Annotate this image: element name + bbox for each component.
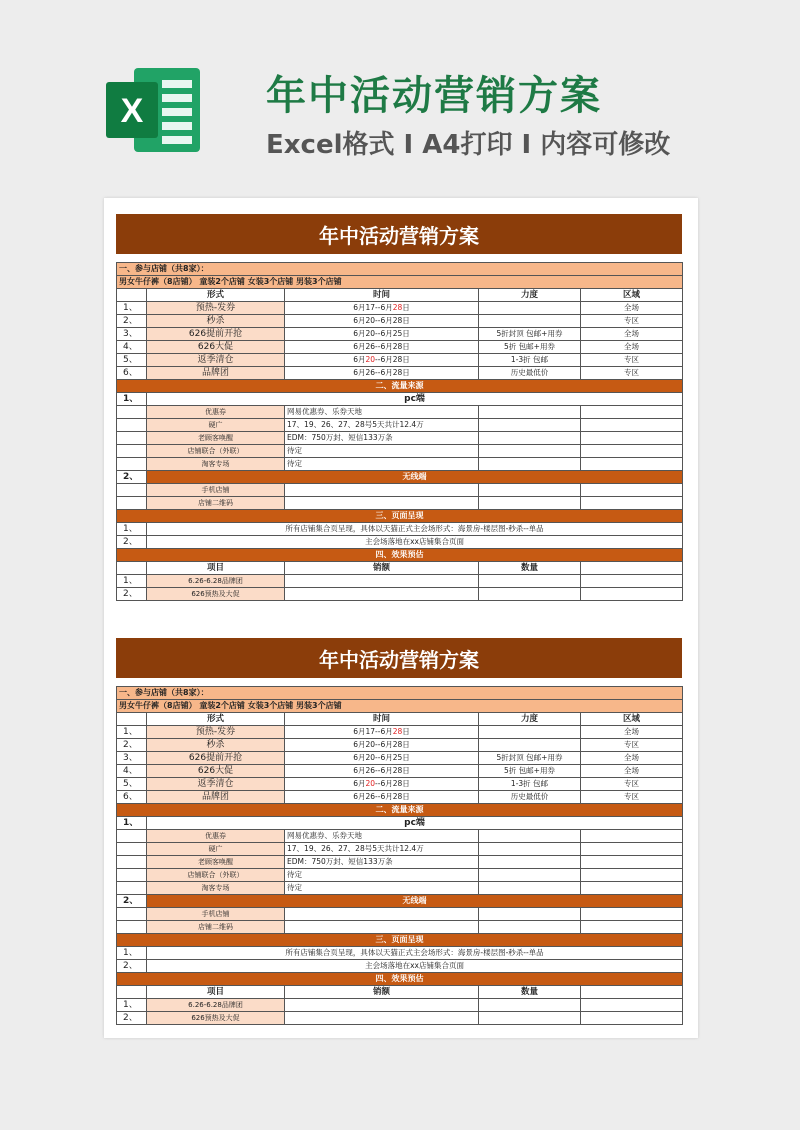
mobile-label: 无线端 (147, 471, 683, 484)
empty-cell (285, 1012, 479, 1025)
table-row (117, 497, 683, 510)
empty-cell (581, 562, 683, 575)
activity-time (285, 726, 479, 739)
column-header: 销额 (285, 986, 479, 999)
time-text-end: 日 (402, 303, 410, 312)
table-row (117, 739, 683, 752)
empty-cell (117, 921, 147, 934)
table-row (117, 328, 683, 341)
pc-number: 1、 (117, 817, 147, 830)
activity-region: 专区 (581, 315, 683, 328)
time-text: 6月26--6月28日 (353, 766, 410, 775)
row-number: 2、 (117, 739, 147, 752)
activity-time (285, 328, 479, 341)
row-number: 1、 (117, 302, 147, 315)
empty-cell (117, 419, 147, 432)
section-participants-detail: 男女牛仔裤（8店铺） 童装2个店铺 女装3个店铺 男装3个店铺 (117, 700, 683, 713)
empty-cell (581, 843, 683, 856)
row-number: 1、 (117, 726, 147, 739)
sheet-copy-1 (116, 214, 682, 601)
row-number: 3、 (117, 328, 147, 341)
activity-form: 626大促 (147, 341, 285, 354)
activity-form: 品牌团 (147, 367, 285, 380)
empty-cell (581, 445, 683, 458)
traffic-detail: 17、19、26、27、28号5天共计12.4万 (285, 843, 479, 856)
activity-time (285, 739, 479, 752)
empty-cell (479, 419, 581, 432)
table-header-row (117, 713, 683, 726)
table-row (117, 341, 683, 354)
activity-power (479, 315, 581, 328)
activity-form: 品牌团 (147, 791, 285, 804)
section-row (117, 276, 683, 289)
table-row (117, 999, 683, 1012)
time-text: 6月26--6月28日 (353, 342, 410, 351)
empty-cell (479, 869, 581, 882)
section-participants: 一、参与店铺（共8家）： (117, 687, 683, 700)
empty-cell (285, 588, 479, 601)
empty-cell (581, 1012, 683, 1025)
table-row (117, 921, 683, 934)
table-row (117, 523, 683, 536)
empty-cell (479, 856, 581, 869)
empty-cell (285, 921, 479, 934)
table-row (117, 419, 683, 432)
section-bar-row (117, 510, 683, 523)
traffic-detail: 17、19、26、27、28号5天共计12.4万 (285, 419, 479, 432)
traffic-source: 老顾客唤醒 (147, 856, 285, 869)
pc-number: 1、 (117, 393, 147, 406)
pc-label: pc端 (147, 393, 683, 406)
empty-cell (581, 869, 683, 882)
time-text: 6月20--6月28日 (353, 740, 410, 749)
time-text: 6月17--6月 (353, 303, 393, 312)
estimate-item: 626预热及大促 (147, 1012, 285, 1025)
row-number: 1、 (117, 575, 147, 588)
empty-cell (117, 986, 147, 999)
row-number: 2、 (117, 960, 147, 973)
estimate-item: 626预热及大促 (147, 588, 285, 601)
column-header: 时间 (285, 713, 479, 726)
column-header: 数量 (479, 986, 581, 999)
time-text: 6月20--6月25日 (353, 329, 410, 338)
empty-cell (117, 856, 147, 869)
activity-form: 返季清仓 (147, 354, 285, 367)
table-row (117, 869, 683, 882)
time-text: 6月 (353, 355, 366, 364)
empty-cell (581, 575, 683, 588)
column-header: 项目 (147, 986, 285, 999)
empty-cell (479, 497, 581, 510)
traffic-detail: 网易优惠券、乐券天地 (285, 406, 479, 419)
sheet-title: 年中活动营销方案 (116, 638, 682, 678)
activity-region: 全场 (581, 726, 683, 739)
section-row (117, 700, 683, 713)
empty-cell (581, 882, 683, 895)
activity-time (285, 341, 479, 354)
estimate-item: 6.26-6.28品牌团 (147, 575, 285, 588)
time-text-end: 日 (402, 727, 410, 736)
section-bar-row (117, 804, 683, 817)
empty-cell (581, 908, 683, 921)
table-header-row (117, 289, 683, 302)
activity-time (285, 765, 479, 778)
section-bar-row (117, 973, 683, 986)
table-row (117, 778, 683, 791)
traffic-detail: 网易优惠券、乐券天地 (285, 830, 479, 843)
row-number: 6、 (117, 791, 147, 804)
mobile-source: 手机店铺 (147, 908, 285, 921)
table-row (117, 536, 683, 549)
time-text: 6月26--6月28日 (353, 368, 410, 377)
empty-cell (117, 908, 147, 921)
column-header: 力度 (479, 713, 581, 726)
traffic-source: 优惠券 (147, 830, 285, 843)
mobile-number: 2、 (117, 895, 147, 908)
time-text: 6月 (353, 779, 366, 788)
column-header: 区域 (581, 713, 683, 726)
activity-power: 1-3折 包邮 (479, 778, 581, 791)
traffic-detail: EDM：750万封、短信133万条 (285, 856, 479, 869)
mobile-label: 无线端 (147, 895, 683, 908)
page-detail: 所有店铺集合页呈现，具体以天猫正式主会场形式：海景房-楼层图-秒杀--单品 (147, 947, 683, 960)
empty-cell (285, 908, 479, 921)
empty-cell (581, 830, 683, 843)
section-participants: 一、参与店铺（共8家）： (117, 263, 683, 276)
traffic-detail: 待定 (285, 445, 479, 458)
row-number: 3、 (117, 752, 147, 765)
empty-cell (479, 588, 581, 601)
activity-region: 全场 (581, 341, 683, 354)
traffic-source: 店铺联合（外联） (147, 869, 285, 882)
activity-power: 5折封顶 包邮+用券 (479, 752, 581, 765)
row-number: 1、 (117, 523, 147, 536)
table-row (117, 354, 683, 367)
time-text: 6月26--6月28日 (353, 792, 410, 801)
row-number: 5、 (117, 354, 147, 367)
traffic-source: 硬广 (147, 843, 285, 856)
svg-text:X: X (120, 92, 144, 130)
activity-time (285, 778, 479, 791)
traffic-detail: 待定 (285, 458, 479, 471)
table-row (117, 856, 683, 869)
estimate-item: 6.26-6.28品牌团 (147, 999, 285, 1012)
sheet-copy-2 (116, 638, 682, 1025)
table-row (117, 484, 683, 497)
section-row (117, 687, 683, 700)
section-estimate: 四、效果预估 (117, 973, 683, 986)
table-row (117, 406, 683, 419)
table-row (117, 575, 683, 588)
section-bar-row (117, 549, 683, 562)
empty-cell (581, 999, 683, 1012)
table-row (117, 315, 683, 328)
activity-region: 专区 (581, 354, 683, 367)
empty-cell (479, 406, 581, 419)
empty-cell (479, 882, 581, 895)
table-row (117, 830, 683, 843)
pc-header-row (117, 393, 683, 406)
empty-cell (117, 830, 147, 843)
column-header: 形式 (147, 289, 285, 302)
empty-cell (479, 843, 581, 856)
empty-cell (581, 484, 683, 497)
empty-cell (117, 445, 147, 458)
empty-cell (581, 497, 683, 510)
table-row (117, 947, 683, 960)
row-number: 2、 (117, 315, 147, 328)
activity-region: 全场 (581, 328, 683, 341)
header-cell-empty (117, 289, 147, 302)
row-number: 5、 (117, 778, 147, 791)
section-page: 三、页面呈现 (117, 510, 683, 523)
column-header: 项目 (147, 562, 285, 575)
table-row (117, 1012, 683, 1025)
table-row (117, 882, 683, 895)
empty-cell (117, 458, 147, 471)
page-detail: 主会场落地在xx店铺集合页面 (147, 536, 683, 549)
column-header: 销额 (285, 562, 479, 575)
time-highlight: 20 (365, 355, 376, 364)
row-number: 2、 (117, 588, 147, 601)
traffic-source: 优惠券 (147, 406, 285, 419)
pc-header-row (117, 817, 683, 830)
table-row (117, 960, 683, 973)
page-title: 年中活动营销方案 (266, 73, 602, 119)
section-bar-row (117, 380, 683, 393)
empty-cell (479, 1012, 581, 1025)
activity-power (479, 726, 581, 739)
activity-region: 专区 (581, 778, 683, 791)
time-text-end: --6月28日 (375, 779, 410, 788)
section-page: 三、页面呈现 (117, 934, 683, 947)
empty-cell (581, 432, 683, 445)
column-header: 形式 (147, 713, 285, 726)
empty-cell (117, 562, 147, 575)
row-number: 4、 (117, 341, 147, 354)
traffic-source: 硬广 (147, 419, 285, 432)
row-number: 2、 (117, 536, 147, 549)
activity-time (285, 752, 479, 765)
row-number: 4、 (117, 765, 147, 778)
activity-time (285, 791, 479, 804)
activity-power: 历史最低价 (479, 791, 581, 804)
traffic-detail: EDM：750万封、短信133万条 (285, 432, 479, 445)
empty-cell (581, 458, 683, 471)
activity-form: 626提前开抢 (147, 328, 285, 341)
empty-cell (479, 830, 581, 843)
activity-power: 1-3折 包邮 (479, 354, 581, 367)
table-row (117, 367, 683, 380)
sheet-title: 年中活动营销方案 (116, 214, 682, 254)
time-highlight: 28 (392, 727, 403, 736)
row-number: 6、 (117, 367, 147, 380)
empty-cell (285, 497, 479, 510)
traffic-source: 老顾客唤醒 (147, 432, 285, 445)
activity-region: 专区 (581, 739, 683, 752)
empty-cell (117, 843, 147, 856)
table-row (117, 432, 683, 445)
time-text: 6月17--6月 (353, 727, 393, 736)
activity-power: 5折 包邮+用券 (479, 765, 581, 778)
traffic-detail: 待定 (285, 882, 479, 895)
section-row (117, 263, 683, 276)
empty-cell (581, 856, 683, 869)
activity-region: 全场 (581, 752, 683, 765)
plan-table (116, 262, 683, 601)
traffic-source: 店铺联合（外联） (147, 445, 285, 458)
activity-power (479, 302, 581, 315)
section-traffic: 二、流量来源 (117, 380, 683, 393)
activity-time (285, 354, 479, 367)
page-detail: 所有店铺集合页呈现，具体以天猫正式主会场形式：海景房-楼层图-秒杀--单品 (147, 523, 683, 536)
section-bar-row (117, 934, 683, 947)
empty-cell (479, 921, 581, 934)
mobile-header-row (117, 471, 683, 484)
traffic-source: 淘客专场 (147, 882, 285, 895)
empty-cell (285, 999, 479, 1012)
time-highlight: 20 (365, 779, 376, 788)
activity-power (479, 739, 581, 752)
activity-form: 626提前开抢 (147, 752, 285, 765)
activity-time (285, 315, 479, 328)
table-row (117, 908, 683, 921)
activity-time (285, 367, 479, 380)
mobile-source: 店铺二维码 (147, 921, 285, 934)
time-highlight: 28 (392, 303, 403, 312)
empty-cell (285, 484, 479, 497)
mobile-header-row (117, 895, 683, 908)
activity-power: 历史最低价 (479, 367, 581, 380)
pc-label: pc端 (147, 817, 683, 830)
excel-logo-icon (104, 66, 202, 154)
empty-cell (479, 575, 581, 588)
activity-form: 626大促 (147, 765, 285, 778)
empty-cell (581, 406, 683, 419)
activity-time (285, 302, 479, 315)
table-row (117, 752, 683, 765)
activity-form: 秒杀 (147, 739, 285, 752)
activity-region: 全场 (581, 302, 683, 315)
empty-cell (117, 869, 147, 882)
empty-cell (479, 432, 581, 445)
column-header: 区域 (581, 289, 683, 302)
table-row (117, 302, 683, 315)
empty-cell (479, 445, 581, 458)
empty-cell (581, 986, 683, 999)
empty-cell (479, 908, 581, 921)
traffic-source: 淘客专场 (147, 458, 285, 471)
empty-cell (581, 419, 683, 432)
table-row (117, 843, 683, 856)
row-number: 1、 (117, 947, 147, 960)
empty-cell (117, 432, 147, 445)
empty-cell (117, 406, 147, 419)
section-traffic: 二、流量来源 (117, 804, 683, 817)
table-row (117, 458, 683, 471)
time-text: 6月20--6月28日 (353, 316, 410, 325)
activity-power: 5折 包邮+用券 (479, 341, 581, 354)
empty-cell (581, 921, 683, 934)
empty-cell (285, 575, 479, 588)
column-header: 时间 (285, 289, 479, 302)
row-number: 2、 (117, 1012, 147, 1025)
empty-cell (117, 882, 147, 895)
table-row (117, 445, 683, 458)
mobile-source: 手机店铺 (147, 484, 285, 497)
activity-form: 预热-发券 (147, 726, 285, 739)
activity-form: 预热-发券 (147, 302, 285, 315)
section-estimate: 四、效果预估 (117, 549, 683, 562)
estimate-header-row (117, 562, 683, 575)
time-text-end: --6月28日 (375, 355, 410, 364)
empty-cell (479, 484, 581, 497)
table-row (117, 765, 683, 778)
empty-cell (581, 588, 683, 601)
plan-table (116, 686, 683, 1025)
activity-form: 返季清仓 (147, 778, 285, 791)
activity-form: 秒杀 (147, 315, 285, 328)
traffic-detail: 待定 (285, 869, 479, 882)
empty-cell (479, 458, 581, 471)
activity-power: 5折封顶 包邮+用券 (479, 328, 581, 341)
table-row (117, 791, 683, 804)
table-row (117, 726, 683, 739)
page-detail: 主会场落地在xx店铺集合页面 (147, 960, 683, 973)
empty-cell (479, 999, 581, 1012)
column-header: 力度 (479, 289, 581, 302)
activity-region: 全场 (581, 765, 683, 778)
mobile-number: 2、 (117, 471, 147, 484)
column-header: 数量 (479, 562, 581, 575)
empty-cell (117, 484, 147, 497)
mobile-source: 店铺二维码 (147, 497, 285, 510)
activity-region: 专区 (581, 367, 683, 380)
estimate-header-row (117, 986, 683, 999)
activity-region: 专区 (581, 791, 683, 804)
section-participants-detail: 男女牛仔裤（8店铺） 童装2个店铺 女装3个店铺 男装3个店铺 (117, 276, 683, 289)
page-subtitle: Excel格式 Ⅰ A4打印 Ⅰ 内容可修改 (266, 130, 671, 160)
table-row (117, 588, 683, 601)
row-number: 1、 (117, 999, 147, 1012)
empty-cell (117, 497, 147, 510)
header-cell-empty (117, 713, 147, 726)
time-text: 6月20--6月25日 (353, 753, 410, 762)
